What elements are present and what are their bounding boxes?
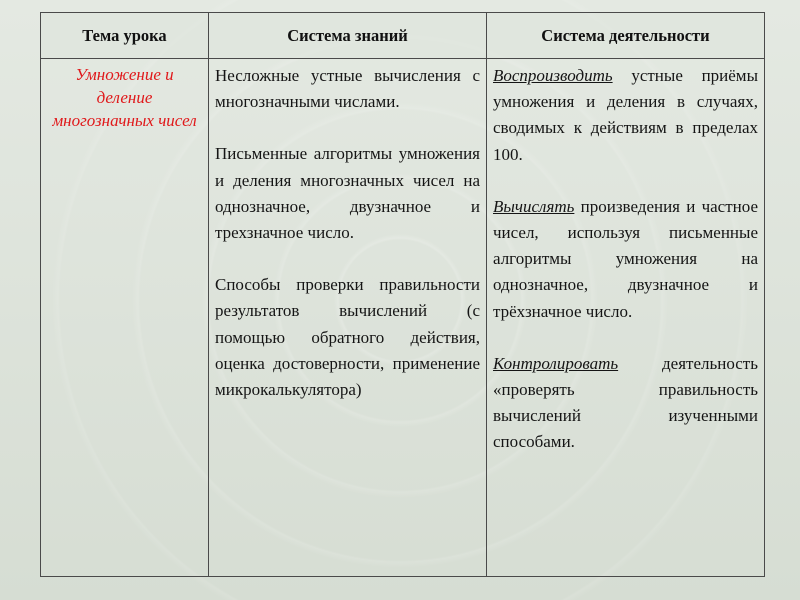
knowledge-item: Способы проверки правильности результатов вычислений (с помощью обратного действия, оценка достоверности, применение микрокалькулятора)	[215, 275, 480, 400]
activity-verb: Воспроизводить	[493, 66, 613, 85]
header-activity-system: Система деятельности	[487, 13, 765, 59]
lesson-topic-cell: Умножение и деление многозначных чисел	[41, 59, 209, 577]
activity-item	[493, 63, 758, 168]
activity-cell	[487, 59, 765, 577]
knowledge-item: Письменные алгоритмы умножения и деления многозначных чисел на однозначное, двузначное и трехзначное число.	[215, 144, 480, 243]
lesson-plan-table	[40, 12, 765, 577]
knowledge-cell	[209, 59, 487, 577]
header-knowledge-system: Система знаний	[209, 13, 487, 59]
activity-item	[493, 194, 758, 325]
header-lesson-topic: Тема урока	[41, 13, 209, 59]
table-row	[41, 59, 765, 577]
knowledge-item: Несложные устные вычисления с многозначными числами.	[215, 66, 480, 112]
table-header-row	[41, 13, 765, 59]
activity-text: устные приёмы умножения и деления в случаях, сводимых к действиям в пределах 100.	[493, 66, 758, 164]
activity-verb: Контролировать	[493, 353, 619, 373]
activity-text: деятельность «проверять правильность вычислений изученными способами.	[493, 353, 758, 452]
activity-text: произведения и частное чисел, используя письменные алгоритмы умножения на однозначное, двузначное и трёхзначное число.	[493, 196, 758, 321]
activity-verb: Вычислять	[493, 196, 575, 216]
activity-item	[493, 351, 758, 456]
